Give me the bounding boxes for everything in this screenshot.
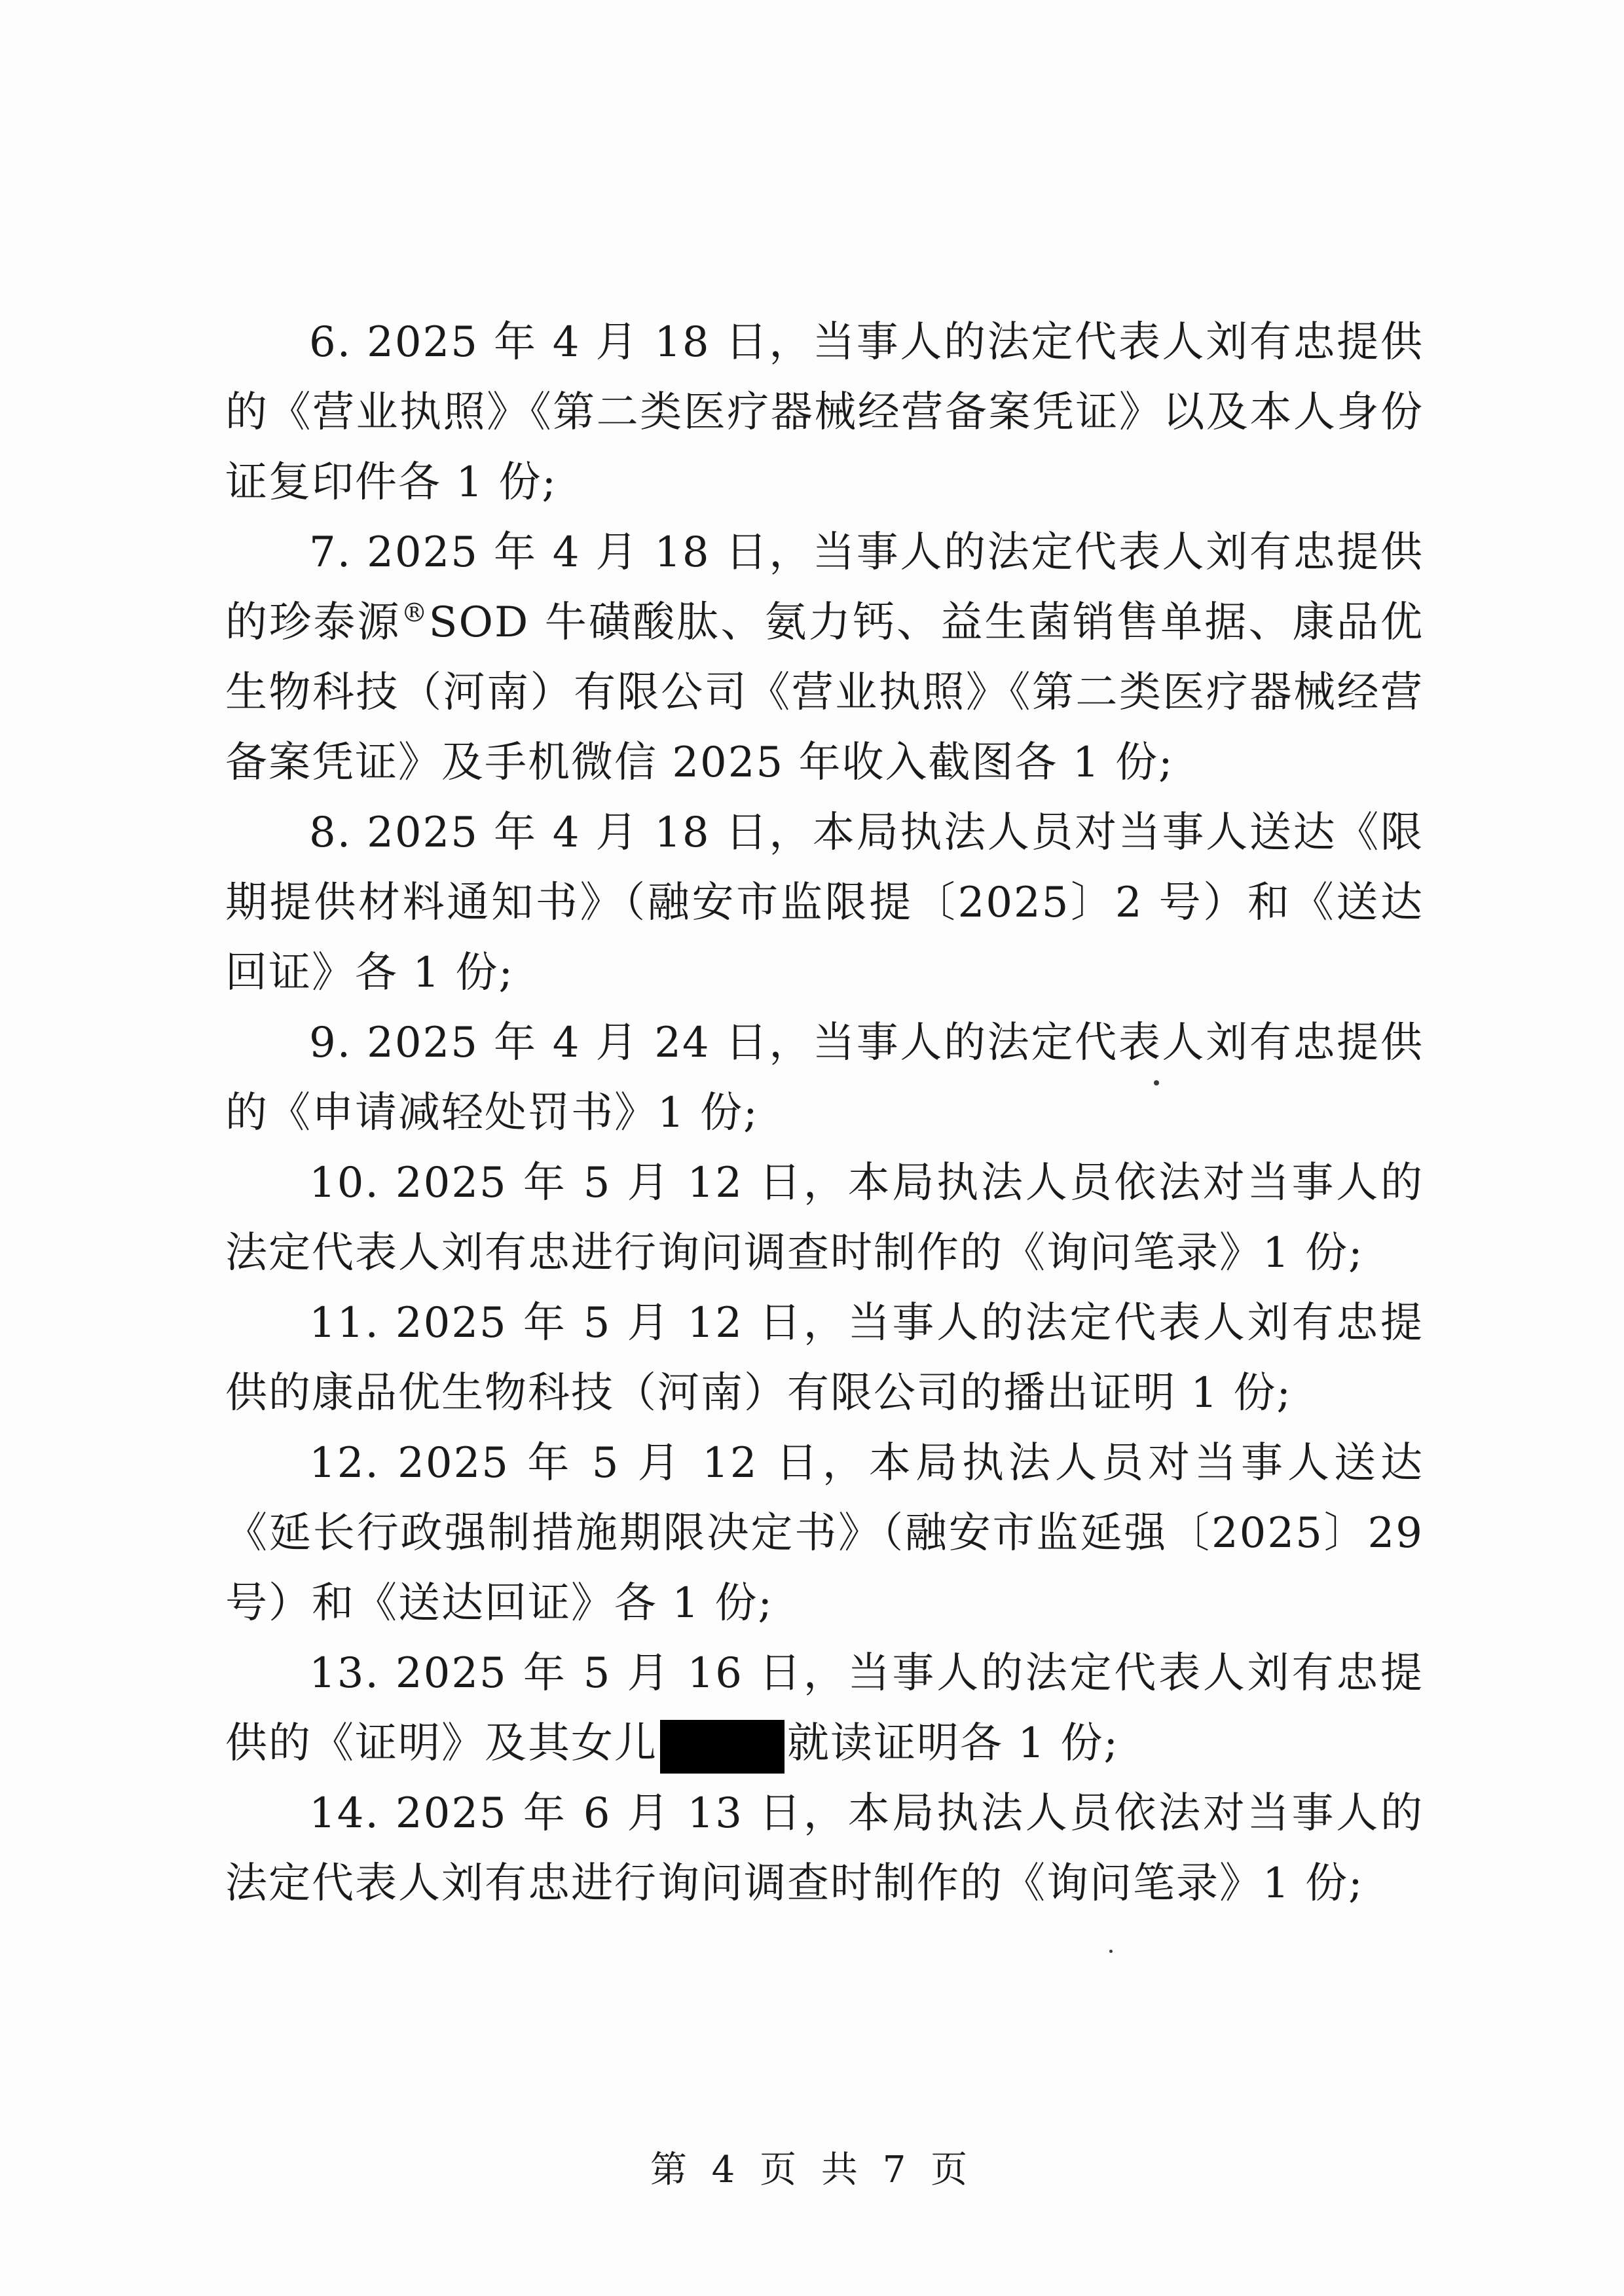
scan-speck — [1109, 1950, 1113, 1953]
evidence-item-13-text-b: 就读证明各 1 份; — [787, 1719, 1119, 1768]
document-body — [225, 308, 1424, 1919]
evidence-item-7-text-a: 7. 2025 年 4 月 18 日，当事人的法定代表人刘有忠提供的珍泰源 — [225, 528, 1424, 647]
evidence-item-7-text-b: SOD 牛磺酸肽、氨力钙、益生菌销售单据、康品优生物科技（河南）有限公司《营业执照》《第二类医疗器械经营备案凭证》及手机微信 2025 年收入截图各 1 份; — [225, 598, 1424, 787]
evidence-item-12: 12. 2025 年 5 月 12 日，本局执法人员对当事人送达《延长行政强制措施期限决定书》（融安市监延强〔2025〕29 号）和《送达回证》各 1 份; — [225, 1439, 1424, 1628]
evidence-item-11: 11. 2025 年 5 月 12 日，当事人的法定代表人刘有忠提供的康品优生物科技（河南）有限公司的播出证明 1 份; — [225, 1299, 1424, 1417]
page-number-footer: 第 4 页 共 7 页 — [650, 2149, 974, 2191]
evidence-item-14: 14. 2025 年 6 月 13 日，本局执法人员依法对当事人的法定代表人刘有忠进行询问调查时制作的《询问笔录》1 份; — [225, 1789, 1424, 1908]
evidence-item-13-text-a: 13. 2025 年 5 月 16 日，当事人的法定代表人刘有忠提供的《证明》及其女儿 — [225, 1649, 1424, 1768]
redaction-block — [660, 1720, 784, 1774]
evidence-item-10: 10. 2025 年 5 月 12 日，本局执法人员依法对当事人的法定代表人刘有忠进行询问调查时制作的《询问笔录》1 份; — [225, 1159, 1424, 1277]
evidence-item-13 — [225, 1639, 1424, 1779]
scan-speck — [1154, 1080, 1159, 1085]
evidence-item-6: 6. 2025 年 4 月 18 日，当事人的法定代表人刘有忠提供的《营业执照》《第二类医疗器械经营备案凭证》以及本人身份证复印件各 1 份; — [225, 318, 1424, 507]
evidence-item-7 — [225, 518, 1424, 798]
registered-trademark-mark: ® — [401, 598, 429, 629]
evidence-item-9: 9. 2025 年 4 月 24 日，当事人的法定代表人刘有忠提供的《申请减轻处罚书》1 份; — [225, 1019, 1424, 1137]
evidence-item-8: 8. 2025 年 4 月 18 日，本局执法人员对当事人送达《限期提供材料通知书》（融安市监限提〔2025〕2 号）和《送达回证》各 1 份; — [225, 809, 1424, 997]
